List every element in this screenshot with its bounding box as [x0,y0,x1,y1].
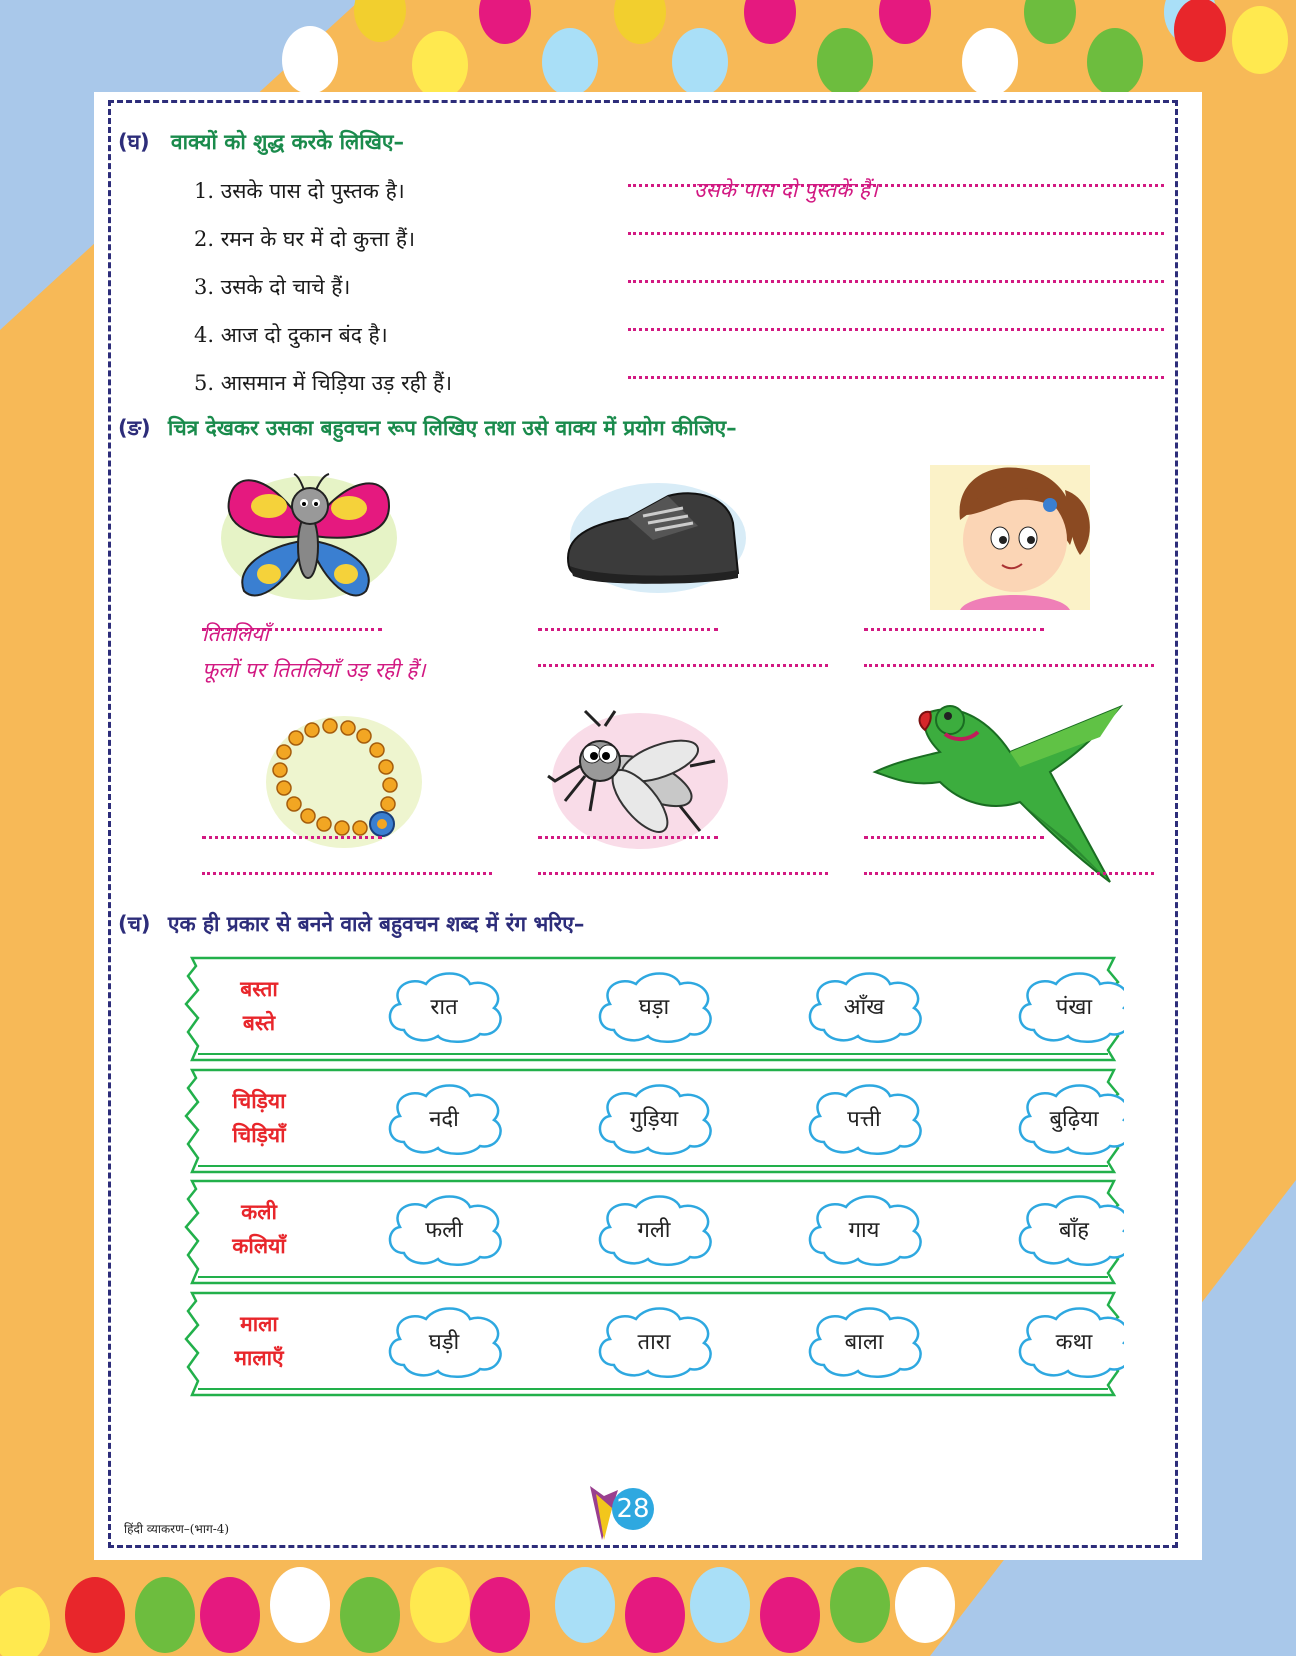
word-cloud-label: बुढ़िया [1049,1107,1099,1132]
word-cloud-label: घड़ी [428,1330,460,1355]
example-singular: माला [240,1312,278,1336]
answer-line-3[interactable] [628,280,1164,283]
sentence-1: 1. उसके पास दो पुस्तक है। [194,179,405,203]
word-cloud-label: गुड़िया [629,1107,679,1132]
pattern-row-1 [184,954,1124,1066]
sentence-line-4[interactable] [202,872,492,875]
pattern-example [204,1195,314,1263]
sentence-4: 4. आज दो दुकान बंद है। [194,323,388,347]
word-cloud[interactable] [390,1197,501,1265]
answer-word-butterfly: तितलियाँ [202,622,269,646]
word-line-3[interactable] [864,628,1044,631]
answer-1-text: उसके पास दो पुस्तकें हैं। [694,178,878,202]
section-gha-heading [118,128,404,156]
section-nga-title: चित्र देखकर उसका बहुवचन रूप लिखिए तथा उसे वाक्य में प्रयोग कीजिए– [167,416,737,440]
answer-line-4[interactable] [628,328,1164,331]
example-plural: मालाएँ [234,1346,284,1370]
section-cha-heading [118,910,584,938]
word-cloud-label: नदी [429,1107,459,1132]
word-line-1[interactable] [202,628,382,631]
pattern-example [204,1084,314,1152]
word-cloud[interactable] [600,974,711,1042]
word-cloud[interactable] [1020,974,1124,1042]
parrot-illustration [870,692,1170,892]
section-nga-heading [118,414,737,442]
example-plural: चिड़ियाँ [232,1123,286,1147]
section-gha-label: (घ) [118,130,150,154]
word-cloud-label: पंखा [1055,995,1093,1020]
page-number: 28 [612,1488,654,1530]
word-line-5[interactable] [538,836,718,839]
section-cha-title: एक ही प्रकार से बनने वाले बहुवचन शब्द में रंग भरिए– [167,912,585,936]
butterfly-illustration [214,466,404,606]
worksheet-page [94,92,1202,1560]
word-cloud[interactable] [810,1309,921,1377]
word-cloud-label: रात [430,995,458,1020]
word-cloud-label: बाँह [1059,1218,1089,1243]
sentence-2: 2. रमन के घर में दो कुत्ता हैं। [194,227,416,251]
pattern-row-3 [184,1177,1124,1289]
pattern-row-4 [184,1289,1124,1401]
girl-illustration [920,460,1100,610]
necklace-illustration [264,712,424,852]
word-cloud[interactable] [600,1309,711,1377]
word-cloud[interactable] [1020,1197,1124,1265]
word-cloud[interactable] [600,1197,711,1265]
word-line-4[interactable] [202,836,382,839]
sentence-3: 3. उसके दो चाचे हैं। [194,275,351,299]
sentence-line-6[interactable] [864,872,1154,875]
word-cloud-label: फली [425,1218,463,1243]
word-cloud[interactable] [1020,1086,1124,1154]
word-cloud[interactable] [810,974,921,1042]
word-cloud-label: गली [637,1218,671,1243]
word-cloud-label: पत्ती [847,1107,881,1132]
sentence-line-2[interactable] [538,664,828,667]
word-cloud[interactable] [810,1197,921,1265]
section-gha-title: वाक्यों को शुद्ध करके लिखिए– [170,130,405,154]
pattern-example [204,1307,314,1375]
word-line-2[interactable] [538,628,718,631]
sentence-5: 5. आसमान में चिड़िया उड़ रही हैं। [194,371,453,395]
word-cloud-label: घड़ा [638,995,670,1020]
word-cloud-label: कथा [1055,1330,1093,1355]
shoe-illustration [558,478,748,598]
word-cloud-label: आँख [843,995,885,1020]
word-cloud-label: तारा [637,1330,671,1355]
word-cloud[interactable] [390,1309,501,1377]
answer-line-5[interactable] [628,376,1164,379]
example-singular: कली [241,1200,277,1224]
pattern-example [204,972,314,1040]
section-nga-label: (ङ) [118,416,151,440]
sentence-line-3[interactable] [864,664,1154,667]
sentence-line-5[interactable] [538,872,828,875]
example-plural: कलियाँ [232,1234,286,1258]
answer-line-2[interactable] [628,232,1164,235]
example-plural: बस्ते [242,1011,276,1035]
word-line-6[interactable] [864,836,1044,839]
word-cloud-label: गाय [848,1218,880,1243]
word-cloud[interactable] [810,1086,921,1154]
answer-line-1[interactable] [628,184,1164,187]
example-singular: बस्ता [240,977,278,1001]
word-cloud[interactable] [600,1086,711,1154]
fly-illustration [540,706,730,856]
section-cha-label: (च) [118,912,151,936]
book-title: हिंदी व्याकरण–(भाग-4) [124,1522,230,1536]
pattern-row-2 [184,1066,1124,1178]
example-singular: चिड़िया [232,1089,286,1113]
word-cloud-label: बाला [844,1330,884,1355]
word-cloud[interactable] [390,974,501,1042]
answer-sentence-butterfly: फूलों पर तितलियाँ उड़ रही हैं। [202,658,426,682]
word-cloud[interactable] [390,1086,501,1154]
word-cloud[interactable] [1020,1309,1124,1377]
